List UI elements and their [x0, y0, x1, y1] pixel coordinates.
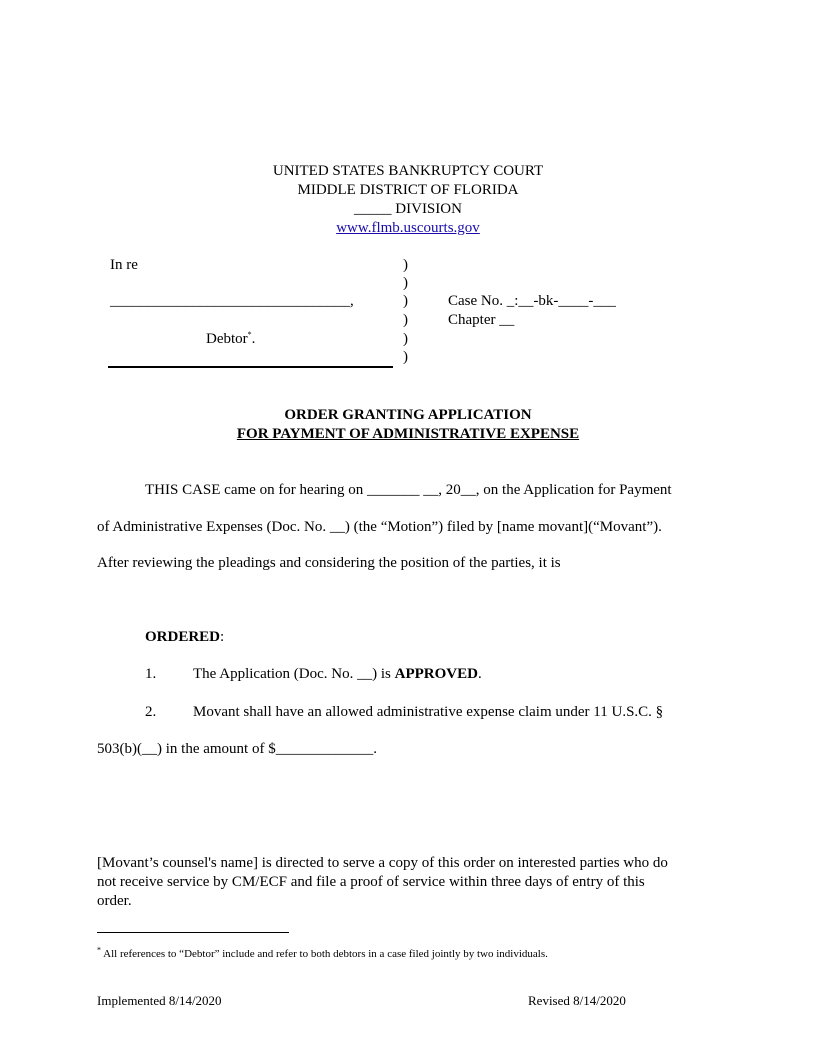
order-title-line1: ORDER GRANTING APPLICATION: [284, 407, 532, 423]
footnote: * All references to “Debtor” include and refer to both debtors in a case filed jointly by two individuals.: [97, 945, 548, 960]
district-name: MIDDLE DISTRICT OF FLORIDA: [297, 182, 519, 198]
service-line: [Movant’s counsel's name] is directed to serve a copy of this order on interested parties who do: [97, 855, 668, 871]
caption-paren: ): [403, 293, 408, 309]
footnote-ref: *: [247, 330, 252, 339]
debtor-label: Debtor*.: [206, 330, 256, 347]
caption-paren: ): [403, 312, 408, 328]
in-re-label: In re: [110, 257, 138, 273]
revised-date: Revised 8/14/2020: [528, 993, 626, 1008]
item-2-continuation: 503(b)(__) in the amount of $_____________.: [97, 741, 377, 757]
body-line: After reviewing the pleadings and considering the position of the parties, it is: [97, 555, 561, 571]
court-name: UNITED STATES BANKRUPTCY COURT: [272, 163, 544, 179]
court-website-link[interactable]: www.flmb.uscourts.gov: [336, 220, 480, 236]
item-1-text: The Application (Doc. No. __) is APPROVED.: [193, 666, 482, 682]
caption-paren: ): [403, 275, 408, 291]
court-website-row: [0, 219, 816, 237]
item-number: 1.: [145, 666, 157, 682]
division-name: _____ DIVISION: [354, 201, 462, 217]
case-number: Case No. _:__-bk-____-___: [448, 293, 616, 309]
caption-rule: [108, 366, 393, 368]
implemented-date: Implemented 8/14/2020: [97, 993, 222, 1008]
footnote-rule: [97, 932, 289, 933]
debtor-name-line: ________________________________,: [110, 293, 354, 309]
ordered-heading: ORDERED:: [145, 629, 225, 645]
order-title-line2: FOR PAYMENT OF ADMINISTRATIVE EXPENSE: [236, 426, 580, 442]
item-number: 2.: [145, 704, 157, 720]
service-line: not receive service by CM/ECF and file a proof of service within three days of entry of this: [97, 874, 645, 890]
caption-paren: ): [403, 349, 408, 365]
caption-paren: ): [403, 257, 408, 273]
item-2-text: Movant shall have an allowed administrative expense claim under 11 U.S.C. §: [193, 704, 664, 720]
body-line: of Administrative Expenses (Doc. No. __) (the “Motion”) filed by [name movant](“Movant”).: [97, 519, 662, 535]
body-line: THIS CASE came on for hearing on _______ __, 20__, on the Application for Payment: [145, 482, 672, 498]
chapter-number: Chapter __: [448, 312, 515, 328]
service-line: order.: [97, 893, 132, 909]
caption-paren: ): [403, 331, 408, 347]
